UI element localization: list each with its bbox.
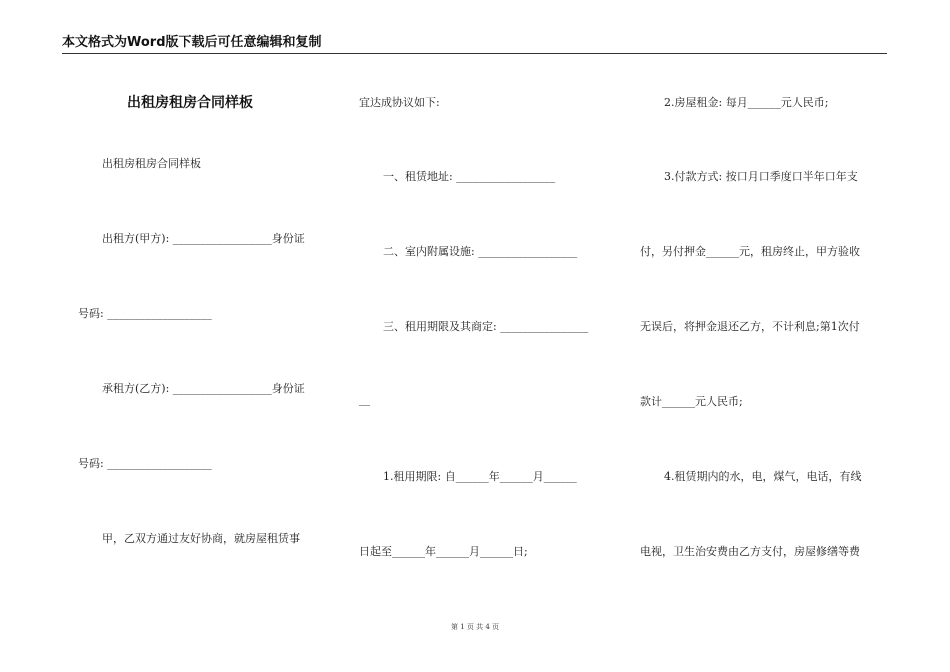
page-number: 第 1 页 共 4 页	[450, 623, 500, 631]
paragraph-line: 号码: ___________________	[78, 307, 212, 320]
paragraph-line: 款计______元人民币;	[640, 395, 743, 408]
paragraph-line: 付，另付押金______元，租房终止，甲方验收	[640, 245, 860, 258]
header-text: 本文格式为Word版下载后可任意编辑和复制	[62, 35, 322, 50]
paragraph-line: 一、租赁地址: __________________	[383, 170, 556, 183]
paragraph-line: 宜达成协议如下:	[359, 96, 440, 109]
paragraph-line: 1.租用期限: 自______年______月______	[383, 470, 577, 483]
paragraph-line: 4.租赁期内的水，电，煤气，电话，有线	[664, 470, 862, 483]
paragraph-line: 出租房租房合同样板	[102, 157, 201, 170]
paragraph-line: 承租方(乙方): __________________身份证	[102, 382, 305, 395]
paragraph-line: 二、室内附属设施: __________________	[383, 245, 578, 258]
paragraph-line: 3.付款方式: 按口月口季度口半年口年支	[664, 170, 858, 183]
paragraph-line: __	[359, 393, 370, 406]
paragraph-line: 号码: ___________________	[78, 457, 212, 470]
paragraph-line: 出租方(甲方): __________________身份证	[102, 232, 305, 245]
paragraph-line: 日起至______年______月______日;	[359, 545, 528, 558]
page-header	[62, 34, 887, 54]
paragraph-line: 甲，乙双方通过友好协商，就房屋租赁事	[102, 532, 300, 545]
paragraph-line: 2.房屋租金: 每月______元人民币;	[664, 96, 829, 109]
paragraph-line: 三、租用期限及其商定: ________________	[383, 320, 589, 333]
paragraph-line: 电视，卫生治安费由乙方支付，房屋修缮等费	[640, 545, 860, 558]
document-title: 出租房租房合同样板	[127, 95, 253, 111]
page-footer	[0, 622, 950, 632]
paragraph-line: 无误后，将押金退还乙方，不计利息;第1次付	[640, 320, 860, 333]
